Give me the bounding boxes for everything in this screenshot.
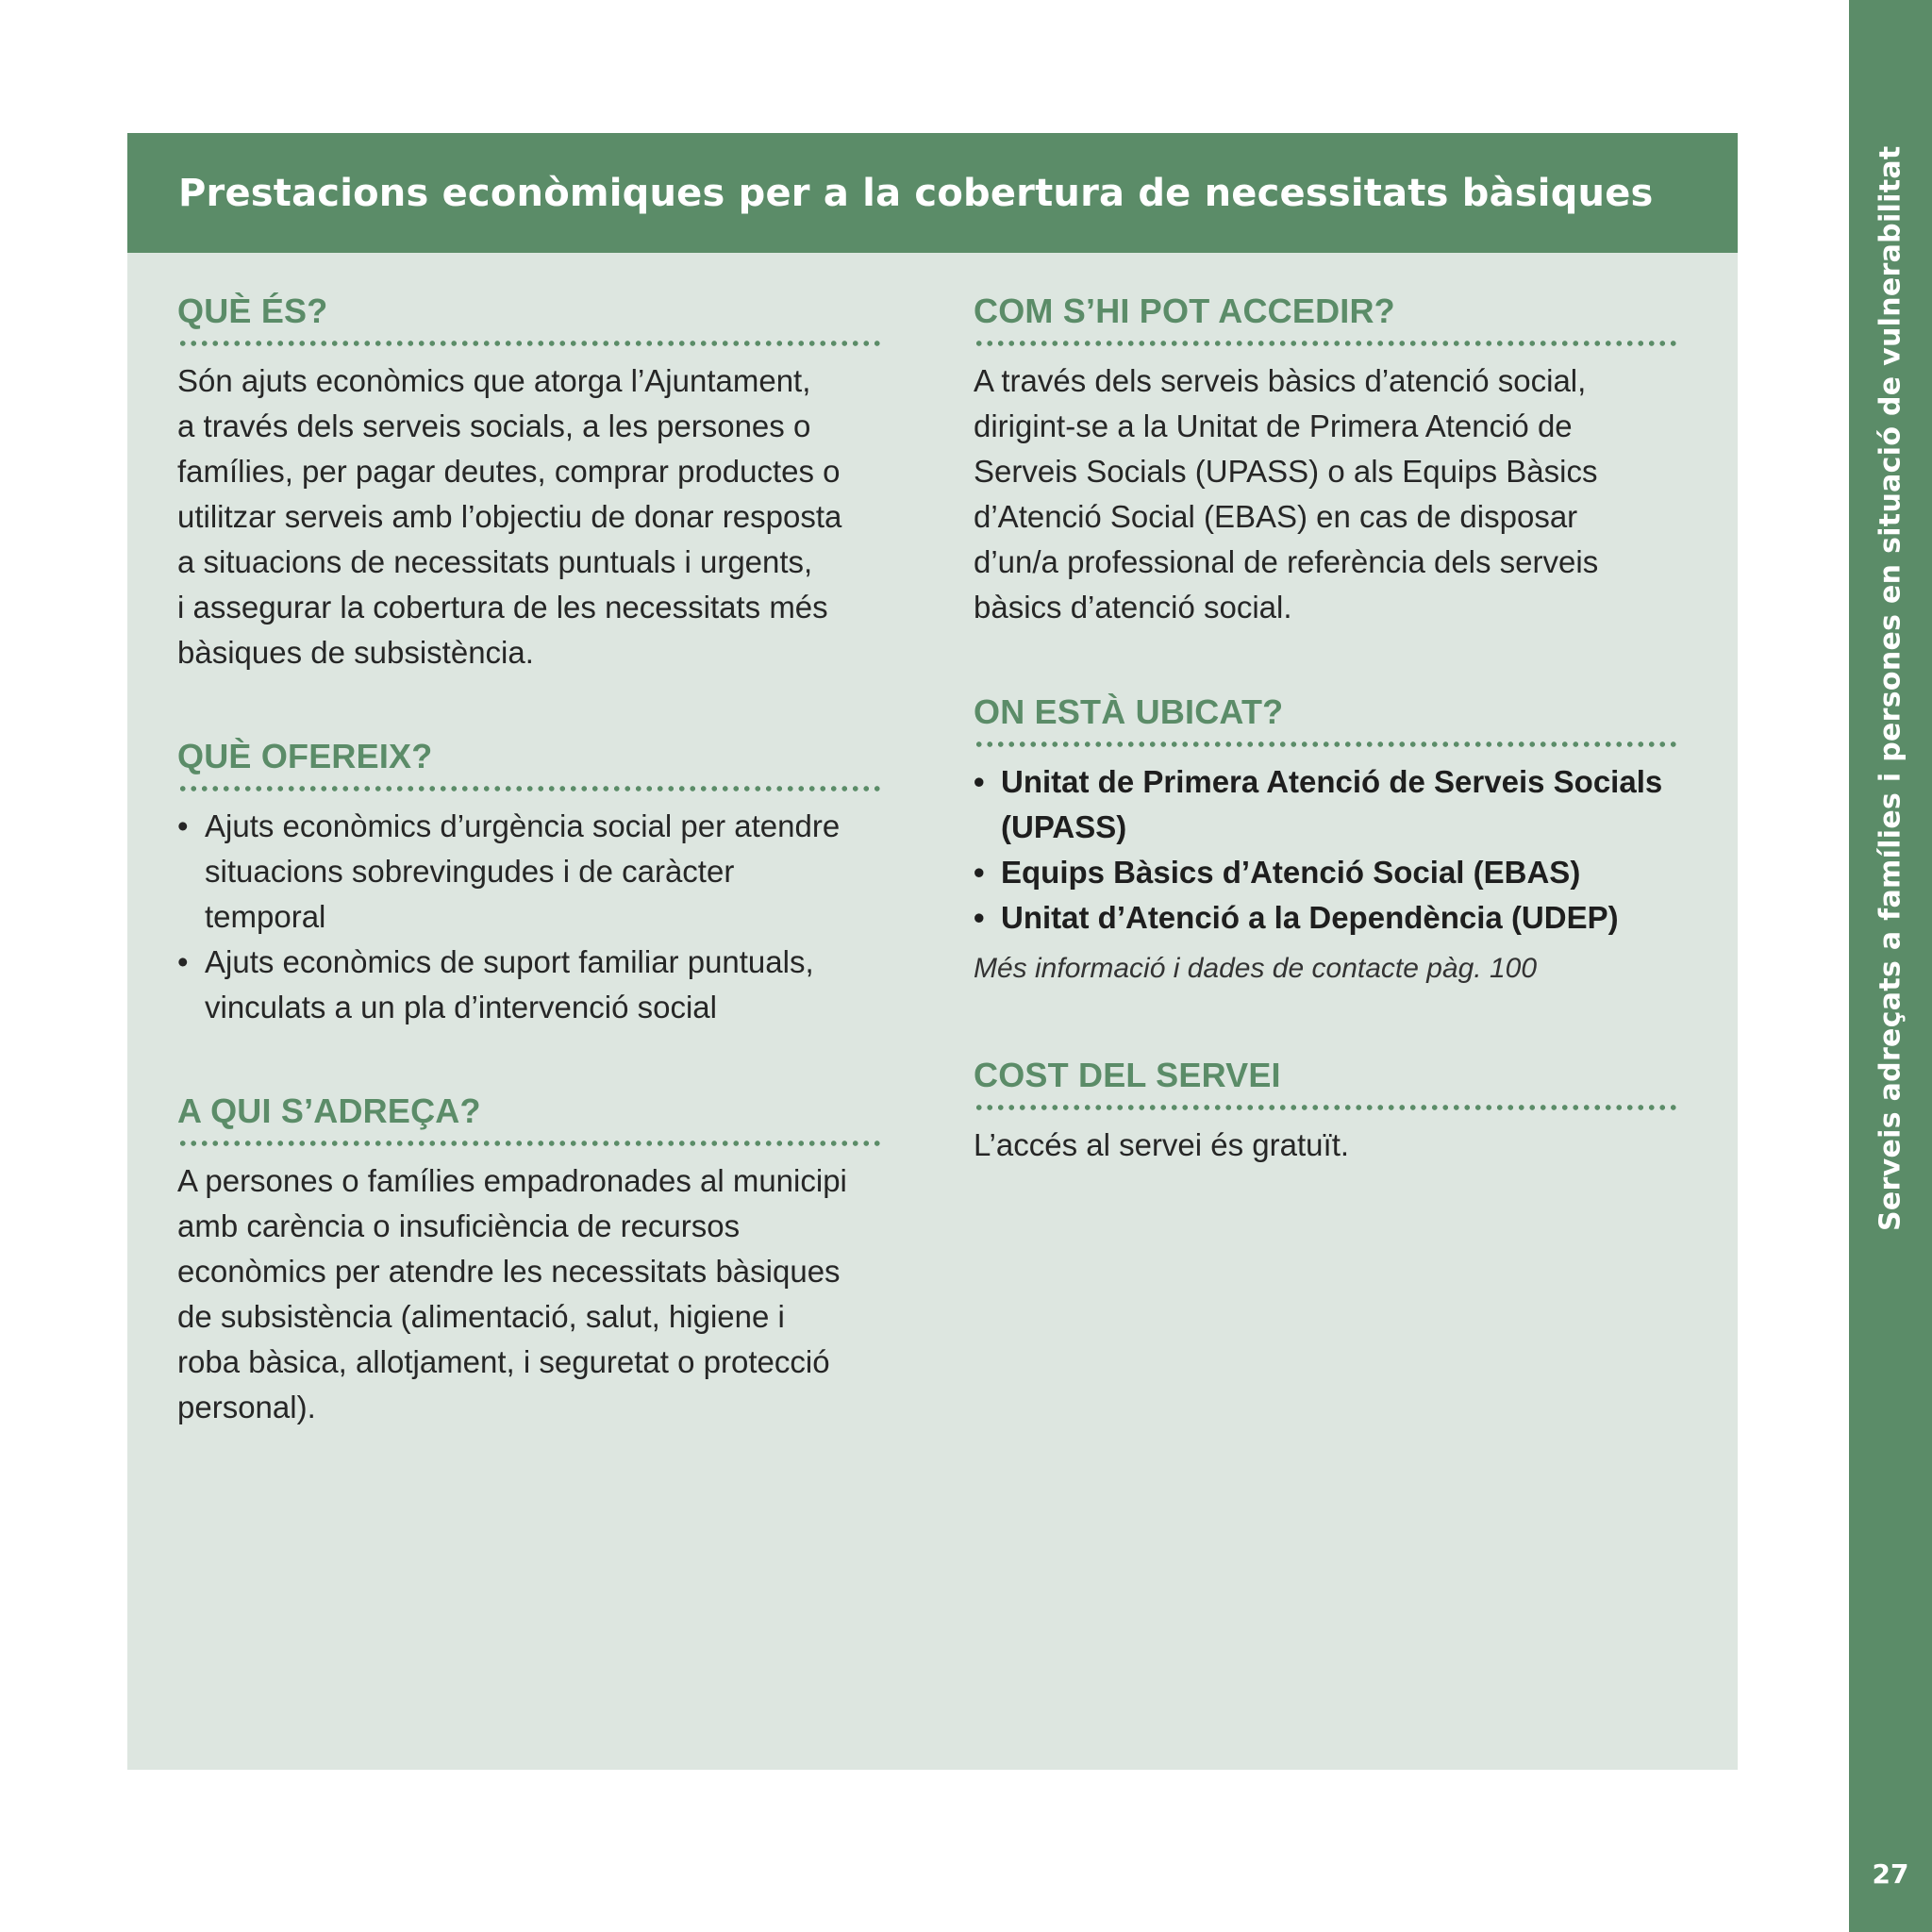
card-header bbox=[127, 133, 1738, 253]
dotted-divider bbox=[177, 340, 885, 347]
offer-list bbox=[177, 804, 885, 1030]
location-list bbox=[974, 759, 1681, 941]
dotted-divider bbox=[974, 1104, 1681, 1111]
page-number: 27 bbox=[1872, 1858, 1909, 1890]
text-line: Ajuts econòmics de suport familiar puntuals, bbox=[205, 944, 814, 979]
section-heading: ON ESTÀ UBICAT? bbox=[974, 692, 1284, 731]
list-item bbox=[974, 850, 1681, 895]
text-line: d’un/a professional de referència dels serveis bbox=[974, 544, 1599, 579]
text-line: personal). bbox=[177, 1390, 316, 1424]
text-line: Unitat de Primera Atenció de Serveis Socials bbox=[1001, 764, 1663, 799]
section-heading: COM S’HI POT ACCEDIR? bbox=[974, 291, 1395, 330]
section-heading: COST DEL SERVEI bbox=[974, 1056, 1281, 1094]
text-line: A persones o famílies empadronades al municipi bbox=[177, 1163, 847, 1198]
text-line: amb carència o insuficiència de recursos bbox=[177, 1208, 741, 1243]
bullet-icon: • bbox=[974, 764, 985, 799]
card-title: Prestacions econòmiques per a la cobertura de necessitats bàsiques bbox=[178, 171, 1654, 215]
text-line: situacions sobrevingudes i de caràcter bbox=[205, 854, 735, 889]
text-line: bàsiques de subsistència. bbox=[177, 635, 534, 670]
text-line: a situacions de necessitats puntuals i urgents, bbox=[177, 544, 813, 579]
text-line: (UPASS) bbox=[1001, 809, 1127, 844]
section-body bbox=[974, 1123, 1681, 1168]
text-line: Unitat d’Atenció a la Dependència (UDEP) bbox=[1001, 900, 1619, 935]
section-body bbox=[177, 1158, 885, 1430]
text-line: bàsics d’atenció social. bbox=[974, 590, 1292, 625]
bullet-icon: • bbox=[177, 808, 189, 843]
section-a-qui bbox=[177, 1091, 885, 1430]
text-line: i assegurar la cobertura de les necessitats més bbox=[177, 590, 828, 625]
text-line: vinculats a un pla d’intervenció social bbox=[205, 990, 717, 1024]
section-que-es bbox=[177, 291, 885, 675]
text-line: econòmics per atendre les necessitats bàsiques bbox=[177, 1254, 841, 1289]
list-item bbox=[974, 895, 1681, 941]
text-line: d’Atenció Social (EBAS) en cas de disposar bbox=[974, 499, 1578, 534]
text-line: a través dels serveis socials, a les persones o bbox=[177, 408, 811, 443]
section-heading: QUÈ OFEREIX? bbox=[177, 737, 433, 775]
section-que-ofereix bbox=[177, 736, 885, 1030]
text-line: Ajuts econòmics d’urgència social per atendre bbox=[205, 808, 841, 843]
text-line: roba bàsica, allotjament, i seguretat o protecció bbox=[177, 1344, 830, 1379]
section-heading: A QUI S’ADREÇA? bbox=[177, 1091, 481, 1130]
text-line: dirigint-se a la Unitat de Primera Atenció de bbox=[974, 408, 1573, 443]
section-heading: QUÈ ÉS? bbox=[177, 291, 328, 330]
section-com-accedir bbox=[974, 291, 1681, 630]
section-cost bbox=[974, 1055, 1681, 1168]
dotted-divider bbox=[177, 1140, 885, 1147]
side-section-title: Serveis adreçats a famílies i persones en situació de vulnerabilitat bbox=[1874, 145, 1907, 1231]
text-line: famílies, per pagar deutes, comprar productes o bbox=[177, 454, 841, 489]
section-body bbox=[974, 358, 1681, 630]
text-line: A través dels serveis bàsics d’atenció social, bbox=[974, 363, 1587, 398]
list-item bbox=[974, 759, 1681, 850]
text-line: de subsistència (alimentació, salut, higiene i bbox=[177, 1299, 785, 1334]
text-line: L’accés al servei és gratuït. bbox=[974, 1127, 1350, 1162]
dotted-divider bbox=[974, 741, 1681, 748]
section-body bbox=[177, 358, 885, 675]
dotted-divider bbox=[177, 785, 885, 792]
more-info-note: Més informació i dades de contacte pàg. 100 bbox=[974, 953, 1538, 984]
text-line: Equips Bàsics d’Atenció Social (EBAS) bbox=[1001, 855, 1581, 890]
list-item bbox=[177, 804, 885, 940]
section-on-esta bbox=[974, 691, 1681, 990]
text-line: utilitzar serveis amb l’objectiu de donar resposta bbox=[177, 499, 842, 534]
bullet-icon: • bbox=[974, 900, 985, 935]
list-item bbox=[177, 940, 885, 1030]
dotted-divider bbox=[974, 340, 1681, 347]
text-line: Són ajuts econòmics que atorga l’Ajuntament, bbox=[177, 363, 811, 398]
bullet-icon: • bbox=[177, 944, 189, 979]
text-line: temporal bbox=[205, 899, 326, 934]
text-line: Serveis Socials (UPASS) o als Equips Bàsics bbox=[974, 454, 1598, 489]
bullet-icon: • bbox=[974, 855, 985, 890]
